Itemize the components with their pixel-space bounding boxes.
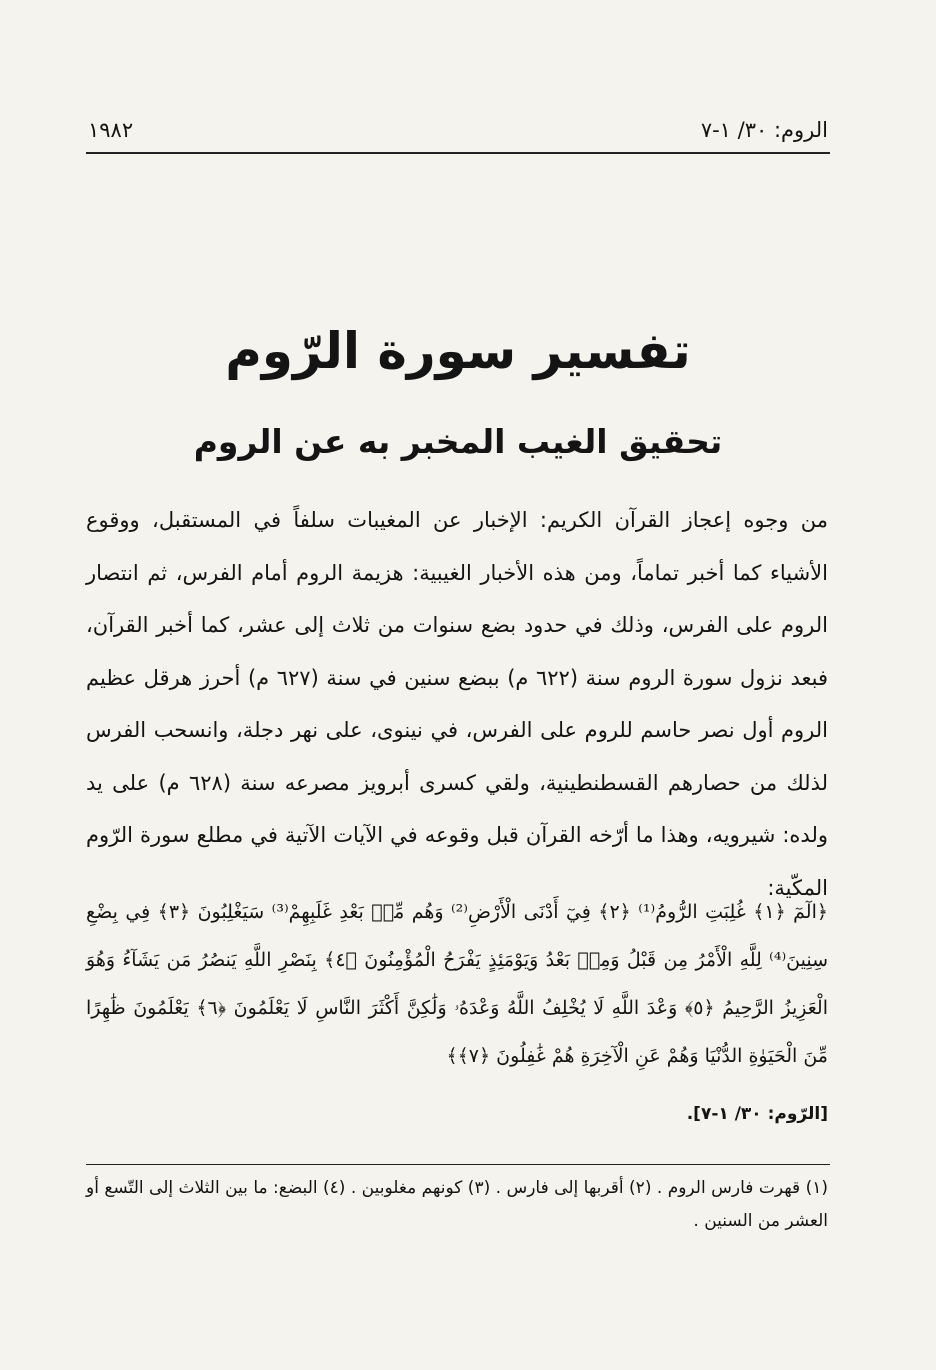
body-paragraph: من وجوه إعجاز القرآن الكريم: الإخبار عن المغيبات سلفاً في المستقبل، ووقوع الأشياء كما أخبر تماماً، ومن هذه الأخبار الغيبية: هزيمة الروم أمام الفرس، ثم انتصار الروم على الفرس، وذلك في حدود بضع سنوات من ثلاث إلى عشر، كما أخبر القرآن، فبعد نزول سورة الروم سنة (٦٢٢ م) ببضع سنين في سنة (٦٢٧ م) أحرز هرقل عظيم الروم أول نصر حاسم للروم على الفرس، في نينوى، على نهر دجلة، وانسحب الفرس لذلك من حصارهم القسطنطينية، ولقي كسرى أبرويز مصرعه سنة (٦٢٨ م) على يد ولده: شيرويه، وهذا ما أرّخه القرآن قبل وقوعه في الآيات الآتية في مطلع سورة الرّوم المكّية: [86, 508, 828, 900]
page-title: تفسير سورة الرّوم [225, 322, 691, 380]
section-subtitle: تحقيق الغيب المخبر به عن الروم [193, 422, 723, 461]
surah-reference: الروم: ٣٠/ ١-٧ [700, 118, 828, 142]
header-divider [86, 152, 830, 154]
footnotes: (١) قهرت فارس الروم . (٢) أقربها إلى فارس . (٣) كونهم مغلوبين . (٤) البضع: ما بين الثلاث إلى التّسع أو العشر من السنين . [86, 1178, 828, 1231]
footnote-divider [86, 1164, 830, 1165]
running-header [88, 112, 828, 148]
page-number: ١٩٨٢ [88, 118, 134, 142]
verse-reference: [الرّوم: ٣٠/ ١-٧]. [686, 1104, 828, 1124]
quran-verses: ﴿الٓمٓ ﴿١﴾ غُلِبَتِ الرُّومُ⁽¹⁾ ﴿٢﴾ فِيٓ أَدْنَى الْأَرْضِ⁽²⁾ وَهُم مِّنۢ بَعْدِ غَلَبِهِمْ⁽³⁾ سَيَغْلِبُونَ ﴿٣﴾ فِي بِضْعِ سِنِينَ⁽⁴⁾ لِلَّهِ الْأَمْرُ مِن قَبْلُ وَمِنۢ بَعْدُ وَيَوْمَئِذٍ يَفْرَحُ الْمُؤْمِنُونَ ﴿٤﴾ بِنَصْرِ اللَّهِ يَنصُرُ مَن يَشَآءُ وَهُوَ الْعَزِيزُ الرَّحِيمُ ﴿٥﴾ وَعْدَ اللَّهِ لَا يُخْلِفُ اللَّهُ وَعْدَهُۥ وَلَٰكِنَّ أَكْثَرَ النَّاسِ لَا يَعْلَمُونَ ﴿٦﴾ يَعْلَمُونَ ظَٰهِرًا مِّنَ الْحَيَوٰةِ الدُّنْيَا وَهُمْ عَنِ الْآخِرَةِ هُمْ غَٰفِلُونَ ﴿٧﴾﴾ [86, 901, 828, 1067]
